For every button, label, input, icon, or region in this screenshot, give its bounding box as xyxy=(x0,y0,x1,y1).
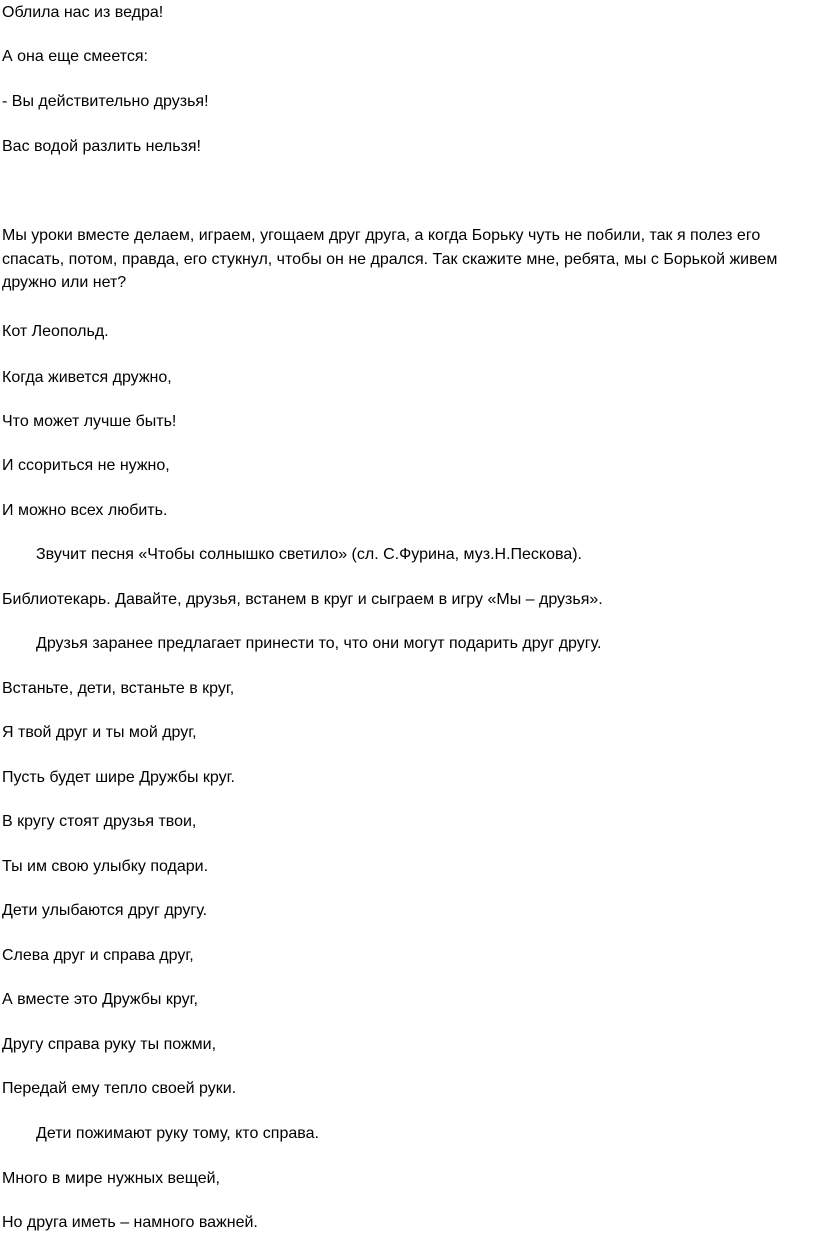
verse-line: И можно всех любить. xyxy=(2,502,168,519)
verse-line: Пусть будет шире Дружбы круг. xyxy=(2,769,235,786)
verse-line: Встаньте, дети, встаньте в круг, xyxy=(2,680,235,697)
verse-line: Ты им свою улыбку подари. xyxy=(2,858,209,875)
verse-line: А вместе это Дружбы круг, xyxy=(2,991,198,1008)
stage-direction: Звучит песня «Чтобы солнышко светило» (сл. С.Фурина, муз.Н.Пескова). xyxy=(36,546,582,563)
text-line: Облила нас из ведра! xyxy=(2,4,164,21)
text-paragraph: Мы уроки вместе делаем, играем, угощаем друг друга, а когда Борьку чуть не побили, так я полез его спасать, потом, правда, его стукнул, чтобы он не дрался. Так скажите мне, ребята, мы с Борькой живем дружно или нет? xyxy=(2,227,778,291)
verse-line: Что может лучше быть! xyxy=(2,413,177,430)
stage-direction: Дети пожимают руку тому, кто справа. xyxy=(36,1125,319,1142)
text-line: - Вы действительно друзья! xyxy=(2,93,209,110)
verse-line: Передай ему тепло своей руки. xyxy=(2,1080,237,1097)
speaker-line: Библиотекарь. Давайте, друзья, встанем в круг и сыграем в игру «Мы – друзья». xyxy=(2,591,603,608)
text-line: А она еще смеется: xyxy=(2,48,148,65)
verse-line: Когда живется дружно, xyxy=(2,369,172,386)
text-line: Вас водой разлить нельзя! xyxy=(2,138,201,155)
verse-line: Но друга иметь – намного важней. xyxy=(2,1214,258,1231)
stage-direction: Друзья заранее предлагает принести то, что они могут подарить друг другу. xyxy=(36,635,602,652)
verse-line: И ссориться не нужно, xyxy=(2,457,170,474)
verse-line: Слева друг и справа друг, xyxy=(2,947,194,964)
verse-line: Дети улыбаются друг другу. xyxy=(2,902,208,919)
verse-line: В кругу стоят друзья твои, xyxy=(2,813,197,830)
verse-line: Много в мире нужных вещей, xyxy=(2,1170,220,1187)
speaker-line: Кот Леопольд. xyxy=(2,323,109,340)
verse-line: Другу справа руку ты пожми, xyxy=(2,1036,217,1053)
verse-line: Я твой друг и ты мой друг, xyxy=(2,724,197,741)
